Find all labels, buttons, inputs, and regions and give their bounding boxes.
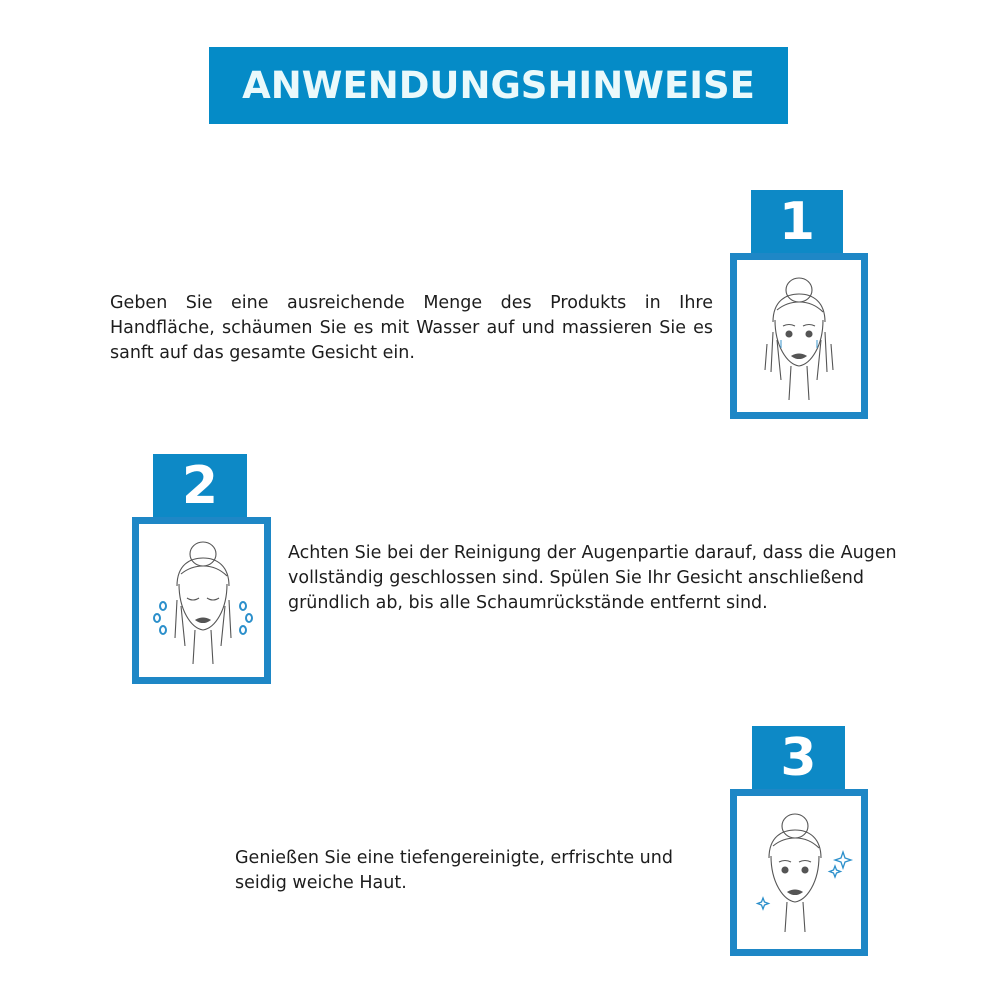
step-number-badge: 1 bbox=[751, 190, 843, 254]
step-number-badge: 2 bbox=[153, 454, 247, 518]
step-3-text: Genießen Sie eine tiefengereinigte, erfrischte und seidig weiche Haut. bbox=[235, 848, 673, 893]
step-2-text: Achten Sie bei der Reinigung der Augenpartie darauf, dass die Augen vollständig geschlossen sind. Spülen Sie Ihr Gesicht anschließend gründlich ab, bis alle Schaumrückstände entfernt sind. bbox=[288, 543, 897, 613]
step-number-badge: 3 bbox=[752, 726, 845, 790]
face-rinsing-icon bbox=[132, 517, 271, 684]
face-lathering-icon bbox=[730, 253, 868, 419]
face-sparkle-icon bbox=[730, 789, 868, 956]
page-title: ANWENDUNGSHINWEISE bbox=[242, 64, 755, 107]
step-1-text: Geben Sie eine ausreichende Menge des Produkts in Ihre Handfläche, schäumen Sie es mit Wasser auf und massieren Sie es sanft auf das gesamte Gesicht ein. bbox=[110, 293, 713, 363]
title-banner bbox=[209, 47, 788, 124]
